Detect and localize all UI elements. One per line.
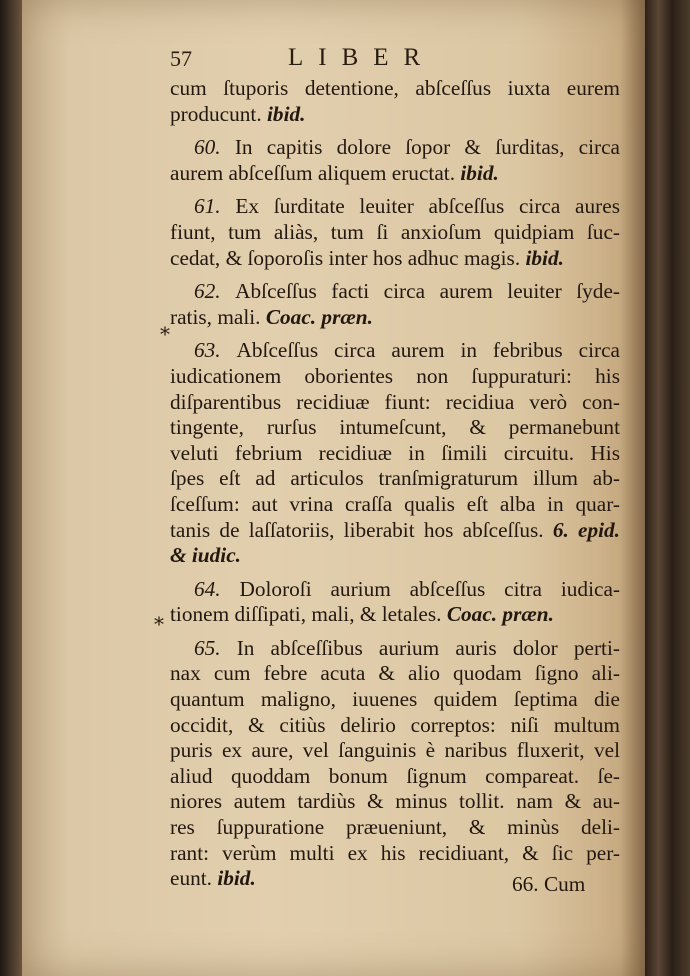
text-line [170,661,620,687]
text-line [170,764,620,790]
line-text: fiunt, tum aliàs, tum ſi anxioſum quidpiam ſuc- [170,219,620,244]
text-line [170,390,620,416]
line-text: quantum maligno, iuuenes quidem ſeptima die [170,687,620,712]
text-line [170,602,620,628]
text-line [170,135,620,161]
paragraph-p62 [170,279,620,330]
paragraph-cont [170,76,620,127]
text-line [170,815,620,841]
asterisk-marker: * [154,612,164,636]
line-text: veluti febrium recidiuæ in ſimili circuitu. His [170,440,620,465]
page-header [170,44,610,78]
text-line [170,194,620,220]
text-line [170,364,620,390]
line-text: cedat, & ſoporoſis inter hos adhuc magis. [170,245,526,270]
text-line [170,789,620,815]
text-line [170,543,620,569]
line-text: niores autem tardiùs & minus tollit. nam & au- [170,789,620,814]
text-line [170,441,620,467]
line-text: tionem diſſipati, mali, & letales. [170,602,447,627]
line-text: Abſceſſus facti circa aurem leuiter ſyde- [235,279,620,304]
page-number: 57 [170,46,192,71]
line-text: nax cum febre acuta & alio quodam ſigno ali- [170,661,620,686]
line-text: cum ſtuporis detentione, abſceſſus iuxta eurem [170,76,620,100]
line-text: aliud quoddam bonum ſignum compareat. ſe- [170,763,620,788]
line-text: Abſceſſus circa aurem in febribus circa [236,338,620,363]
line-text: tingente, rurſus intumeſcunt, & permanebunt [170,415,620,440]
text-line [170,841,620,867]
text-line [170,415,620,441]
line-text: ſpes eſt ad articulos tranſmigraturum illum ab- [170,466,620,491]
line-text: In capitis dolore ſopor & ſurditas, circa [234,135,620,160]
text-line [170,338,620,364]
source-reference: ibid. [267,101,306,126]
paragraph-p63 [170,338,620,568]
source-reference: Coac. præn. [446,602,554,627]
text-line [170,220,620,246]
line-text: ſceſſum: aut vrina craſſa qualis eſt alba in quar- [170,491,620,516]
text-line [170,687,620,713]
book-gutter-left [0,0,22,976]
text-line [170,161,620,187]
line-text: ratis, mali. [170,304,266,329]
aphorism-number: 63. [194,338,237,363]
asterisk-marker: * [160,322,170,346]
aphorism-number: 64. [194,576,240,601]
book-edge-right [645,0,690,976]
paragraph-p60 [170,135,620,186]
source-reference: & iudic. [170,543,241,568]
line-text: Ex ſurditate leuiter abſceſſus circa aures [235,194,620,219]
line-text: rant: verùm multi ex his recidiuant, & ſic per- [170,840,620,865]
line-text: puris ex aure, vel ſanguinis è naribus fluxerit, vel [170,738,620,763]
line-text: occidit, & citiùs delirio correptos: niſi multum [170,712,620,737]
text-line [170,76,620,102]
text-line [170,577,620,603]
text-line [170,636,620,662]
text-line [170,246,620,272]
line-text: tanis de laſſatoriis, liberabit hos abſceſſus. [170,517,553,542]
line-text: In abſceſſibus aurium auris dolor perti- [236,635,620,660]
aphorism-number: 62. [194,279,236,304]
source-reference: ibid. [525,245,564,270]
line-text: eunt. [170,866,218,891]
body-text [170,76,620,892]
text-line [170,738,620,764]
text-line [170,713,620,739]
aphorism-number: 65. [194,635,237,660]
aphorism-number: 61. [194,194,236,219]
paragraph-p61 [170,194,620,271]
aphorism-number: 60. [194,135,235,160]
source-reference: Coac. præn. [265,304,373,329]
line-text: producunt. [170,101,268,126]
text-line [170,492,620,518]
text-line [170,305,620,331]
text-line [170,279,620,305]
line-text: res ſuppuratione præueniunt, & minùs deli- [170,815,620,840]
text-line [170,518,620,544]
text-line [170,102,620,128]
line-text: Doloroſi aurium abſceſſus citra iudica- [239,576,620,601]
source-reference: 6. epid. [552,517,621,542]
running-head: LIBER [288,44,436,71]
catchword: 66. Cum [512,872,586,896]
source-reference: ibid. [460,160,499,185]
line-text: diſparentibus recidiuæ fiunt: recidiua verò con- [170,389,620,414]
text-line [170,466,620,492]
line-text: aurem abſceſſum aliquem eructat. [170,160,461,185]
paragraph-p65 [170,636,620,892]
line-text: iudicationem oborientes non ſuppuraturi: his [170,363,620,388]
paragraph-p64 [170,577,620,628]
source-reference: ibid. [217,866,256,891]
